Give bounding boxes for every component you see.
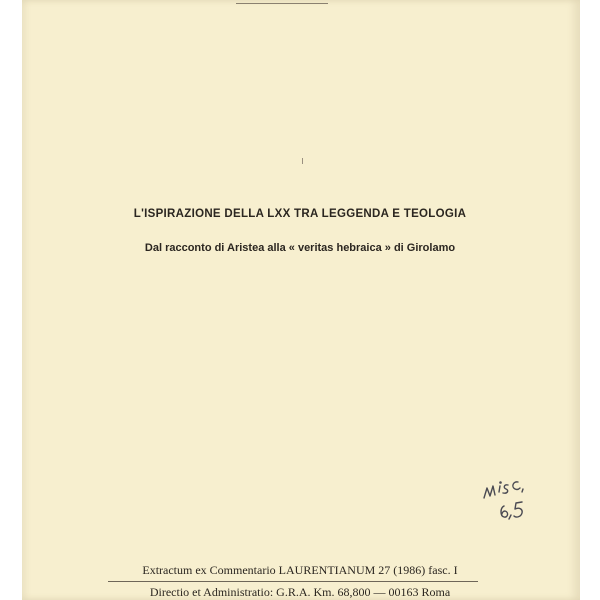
top-rule — [236, 3, 328, 4]
document-title: L'ISPIRAZIONE DELLA LXX TRA LEGGENDA E TEOLOGIA — [133, 208, 467, 220]
footer-address-line: Directio et Administratio: G.R.A. Km. 68,800 — 00163 Roma — [149, 585, 451, 599]
footer-extract-line: Extractum ex Commentario LAURENTIANUM 27 (1986) fasc. I — [142, 563, 458, 577]
document-subtitle: Dal racconto di Aristea alla « veritas hebraica » di Girolamo — [144, 242, 456, 254]
handwritten-shelfmark — [478, 470, 548, 530]
tick-mark — [302, 158, 303, 164]
footer-rule — [108, 581, 478, 582]
